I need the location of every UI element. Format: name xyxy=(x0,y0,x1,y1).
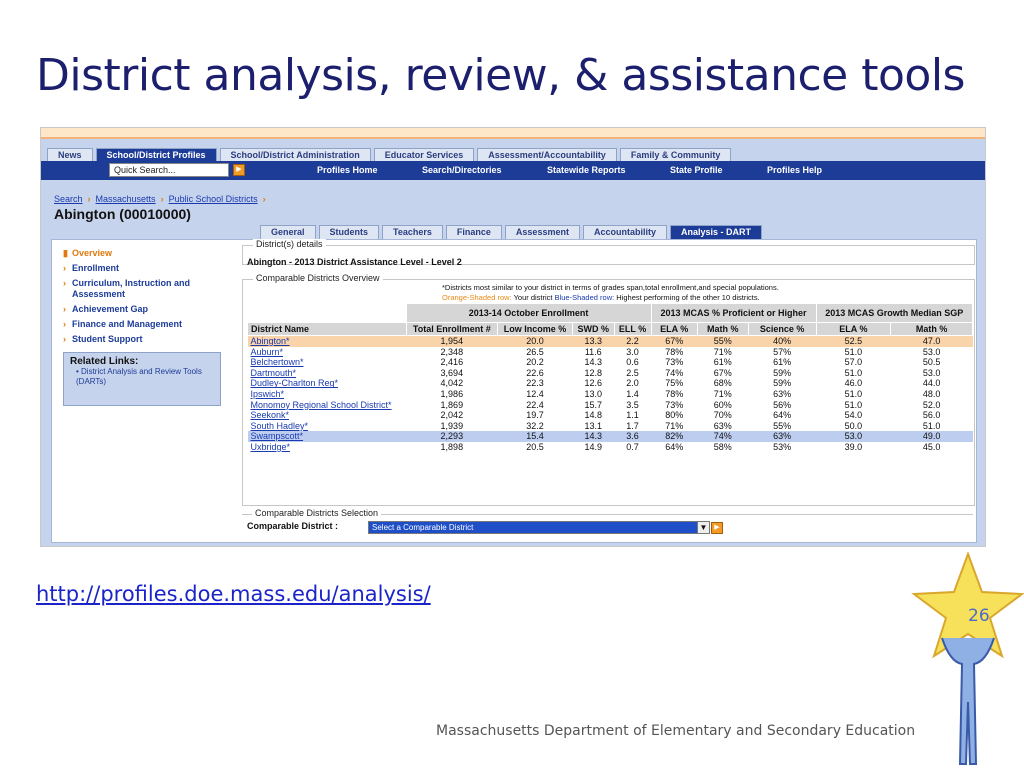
table-cell: 67% xyxy=(651,336,697,347)
table-cell: 51.0 xyxy=(844,346,863,357)
table-cell: 53.0 xyxy=(922,367,941,378)
table-cell: 22.4 xyxy=(526,399,544,410)
comparable-note: *Districts most similar to your district in terms of grades span,total enrollment,and special populations. xyxy=(442,283,779,292)
table-cell: 55% xyxy=(773,420,792,431)
table-row xyxy=(248,410,973,421)
table-cell: 51.0 xyxy=(844,388,863,399)
table-cell: 15.4 xyxy=(498,431,573,442)
table-cell: 70% xyxy=(713,410,732,421)
table-cell: 64% xyxy=(665,441,684,452)
table-cell: 2,416 xyxy=(440,357,464,368)
table-cell: 4,042 xyxy=(440,378,464,389)
tab-school-district-administration[interactable]: School/District Administration xyxy=(220,148,371,162)
table-cell: 3,694 xyxy=(440,367,464,378)
table-cell: 15.7 xyxy=(584,399,603,410)
table-cell: 0.6 xyxy=(626,357,639,368)
blue-row-text: Highest performing of the other 10 districts. xyxy=(616,293,760,302)
tab-educator-services[interactable]: Educator Services xyxy=(374,148,475,162)
table-cell: 49.0 xyxy=(891,431,973,442)
table-cell: 82% xyxy=(651,431,697,442)
column-header-low-income: Low Income % xyxy=(498,323,573,336)
orange-row-label: Orange-Shaded row: xyxy=(442,293,512,302)
table-cell: 32.2 xyxy=(526,420,544,431)
table-cell: 50.5 xyxy=(922,357,941,368)
related-link-label: District Analysis and Review Tools (DARTs) xyxy=(76,367,202,386)
profiles-screenshot xyxy=(40,127,986,547)
table-cell: 52.5 xyxy=(816,336,891,347)
table-cell: 1,954 xyxy=(406,336,497,347)
left-nav-label: Achievement Gap xyxy=(72,304,149,314)
subtab-accountability[interactable]: Accountability xyxy=(583,225,667,239)
district-link[interactable]: Belchertown* xyxy=(250,357,304,368)
district-name-cell xyxy=(248,378,407,389)
table-cell: 45.0 xyxy=(922,441,941,452)
column-header-ela: ELA % xyxy=(651,323,697,336)
subtab-students[interactable]: Students xyxy=(319,225,380,239)
table-cell: 63% xyxy=(773,388,792,399)
current-marker-icon: ▮ xyxy=(63,248,68,258)
left-nav-item-curriculum-instruction-and-assessment[interactable] xyxy=(63,278,233,300)
left-nav-item-finance-and-management[interactable] xyxy=(63,319,233,330)
orange-row-text: Your district xyxy=(513,293,553,302)
table-cell: 57% xyxy=(773,346,792,357)
district-name-cell xyxy=(248,389,407,400)
table-cell: 73% xyxy=(665,399,684,410)
table-cell: 1,869 xyxy=(440,399,464,410)
selection-go-button[interactable]: ▶ xyxy=(711,522,723,534)
table-cell: 71% xyxy=(713,346,732,357)
subtab-general[interactable]: General xyxy=(260,225,316,239)
table-cell: 44.0 xyxy=(922,378,941,389)
table-cell: 60% xyxy=(713,399,732,410)
subtab-analysis-dart[interactable]: Analysis - DART xyxy=(670,225,762,239)
column-header-total-enrollment: Total Enrollment # xyxy=(406,323,497,336)
table-cell: 64% xyxy=(773,410,792,421)
district-name-cell xyxy=(248,410,407,421)
table-cell: 56.0 xyxy=(922,410,941,421)
table-cell: 67% xyxy=(713,367,732,378)
subtab-assessment[interactable]: Assessment xyxy=(505,225,580,239)
chevron-right-icon: › xyxy=(87,194,91,204)
table-cell: 2,042 xyxy=(440,410,464,421)
subtab-finance[interactable]: Finance xyxy=(446,225,502,239)
tab-assessment-accountability[interactable]: Assessment/Accountability xyxy=(477,148,617,162)
table-row xyxy=(248,442,973,453)
table-cell: 20.2 xyxy=(526,357,544,368)
table-cell: 1.7 xyxy=(626,420,639,431)
district-assistance-level: Abington - 2013 District Assistance Level - Level 2 xyxy=(247,257,462,267)
table-cell: 1,898 xyxy=(440,441,464,452)
table-cell: 54.0 xyxy=(844,410,863,421)
district-link[interactable]: Abington* xyxy=(250,336,290,346)
analysis-url-link[interactable]: http://profiles.doe.mass.edu/analysis/ xyxy=(36,582,431,606)
table-cell: 78% xyxy=(665,346,684,357)
star-figure-logo xyxy=(908,552,1024,768)
table-row xyxy=(248,357,973,368)
district-link[interactable]: South Hadley* xyxy=(250,420,309,431)
table-cell: 55% xyxy=(697,336,748,347)
district-link[interactable]: Swampscott* xyxy=(250,431,304,442)
table-cell: 14.9 xyxy=(584,441,603,452)
column-header-ela: ELA % xyxy=(816,323,891,336)
comparable-selection-legend: Comparable Districts Selection xyxy=(252,508,381,518)
column-header-math: Math % xyxy=(697,323,748,336)
tab-news[interactable]: News xyxy=(47,148,93,162)
table-cell: 80% xyxy=(665,410,684,421)
column-header-swd: SWD % xyxy=(573,323,615,336)
column-header-row xyxy=(248,323,973,336)
table-cell: 58% xyxy=(713,441,732,452)
column-header-math: Math % xyxy=(891,323,973,336)
quick-search-go-button[interactable]: ▶ xyxy=(233,164,245,176)
left-nav-label: Overview xyxy=(72,248,113,258)
nav-link-statewide-reports[interactable]: Statewide Reports xyxy=(547,165,626,175)
table-cell: 2,293 xyxy=(406,431,497,442)
table-cell: 40% xyxy=(748,336,816,347)
sub-tabs xyxy=(260,225,765,239)
column-header-district-name: District Name xyxy=(248,323,407,336)
comparable-districts-table xyxy=(247,303,973,453)
table-cell: 46.0 xyxy=(844,378,863,389)
table-cell: 71% xyxy=(665,420,684,431)
table-cell: 51.0 xyxy=(922,420,941,431)
chevron-right-icon: › xyxy=(63,319,66,329)
blue-row-label: Blue-Shaded row: xyxy=(554,293,615,302)
quick-search-input[interactable]: Quick Search... xyxy=(109,163,229,177)
table-cell: 53% xyxy=(773,441,792,452)
left-nav-label: Student Support xyxy=(72,334,143,344)
mcas-growth-group-header: 2013 MCAS Growth Median SGP xyxy=(816,304,972,323)
left-nav-label: Finance and Management xyxy=(72,319,183,329)
page-number: 26 xyxy=(968,606,990,626)
table-cell: 14.3 xyxy=(584,357,603,368)
related-links-box xyxy=(63,352,221,406)
table-row xyxy=(248,400,973,411)
page-top-strip xyxy=(41,128,985,139)
district-name-cell xyxy=(248,368,407,379)
table-cell: 73% xyxy=(665,357,684,368)
district-details-legend: District(s) details xyxy=(253,239,326,249)
table-body xyxy=(248,336,973,453)
table-cell: 14.8 xyxy=(584,410,603,421)
district-name-cell xyxy=(248,431,407,442)
nav-bar xyxy=(41,161,985,180)
table-cell: 53.0 xyxy=(922,346,941,357)
related-links-heading: Related Links: xyxy=(70,356,139,367)
table-cell: 3.5 xyxy=(626,399,639,410)
nav-link-search-directories[interactable]: Search/Directories xyxy=(422,165,502,175)
chevron-right-icon: › xyxy=(63,334,66,344)
breadcrumb-public-school-districts[interactable]: Public School Districts xyxy=(168,194,258,204)
table-row xyxy=(248,389,973,400)
district-name-cell xyxy=(248,400,407,411)
district-link[interactable]: Auburn* xyxy=(250,346,284,357)
district-name-cell xyxy=(248,336,407,347)
nav-link-profiles-home[interactable]: Profiles Home xyxy=(317,165,378,175)
district-name-cell xyxy=(248,421,407,432)
table-cell: 71% xyxy=(713,388,732,399)
table-cell: 59% xyxy=(773,378,792,389)
slide-title: District analysis, review, & assistance tools xyxy=(36,50,965,101)
table-cell: 20.0 xyxy=(498,336,573,347)
column-header-science: Science % xyxy=(748,323,816,336)
chevron-right-icon: › xyxy=(63,263,66,273)
table-cell: 22.6 xyxy=(526,367,544,378)
table-cell: 74% xyxy=(697,431,748,442)
enrollment-group-header: 2013-14 October Enrollment xyxy=(406,304,651,323)
chevron-down-icon[interactable]: ▼ xyxy=(697,521,710,534)
breadcrumb-search[interactable]: Search xyxy=(54,194,83,204)
table-cell: 2.5 xyxy=(626,367,639,378)
mcas-proficient-group-header: 2013 MCAS % Proficient or Higher xyxy=(651,304,816,323)
table-cell: 12.6 xyxy=(584,378,603,389)
table-cell: 61% xyxy=(773,357,792,368)
left-nav xyxy=(63,248,233,349)
table-cell: 11.6 xyxy=(584,346,602,357)
left-nav-item-achievement-gap[interactable] xyxy=(63,304,233,315)
table-cell: 3.0 xyxy=(626,346,639,357)
table-cell: 51.0 xyxy=(844,399,863,410)
table-cell: 22.3 xyxy=(526,378,544,389)
table-cell: 47.0 xyxy=(891,336,973,347)
district-name-cell xyxy=(248,442,407,453)
table-cell: 50.0 xyxy=(844,420,863,431)
table-cell: 78% xyxy=(665,388,684,399)
table-cell: 74% xyxy=(665,367,684,378)
district-link[interactable]: Monomoy Regional School District* xyxy=(250,399,392,410)
table-cell: 20.5 xyxy=(526,441,544,452)
table-cell: 57.0 xyxy=(844,357,863,368)
district-link[interactable]: Uxbridge* xyxy=(250,441,291,452)
table-cell: 3.6 xyxy=(614,431,651,442)
table-row xyxy=(248,378,973,389)
chevron-right-icon: › xyxy=(160,194,164,204)
district-link[interactable]: Dudley-Charlton Reg* xyxy=(250,378,339,389)
table-cell: 2,348 xyxy=(440,346,464,357)
blank-header xyxy=(248,304,407,323)
table-cell: 63% xyxy=(748,431,816,442)
breadcrumb-massachusetts[interactable]: Massachusetts xyxy=(95,194,156,204)
left-nav-item-student-support[interactable] xyxy=(63,334,233,345)
chevron-right-icon: › xyxy=(63,304,66,314)
district-link[interactable]: Ipswich* xyxy=(250,388,285,399)
table-cell: 2.0 xyxy=(626,378,639,389)
table-cell: 12.4 xyxy=(526,388,544,399)
left-nav-label: Curriculum, Instruction and Assessment xyxy=(72,278,191,299)
table-cell: 53.0 xyxy=(816,431,891,442)
left-nav-item-enrollment[interactable] xyxy=(63,263,233,274)
table-cell: 13.3 xyxy=(573,336,615,347)
table-cell: 51.0 xyxy=(844,367,863,378)
table-cell: 1.4 xyxy=(626,388,639,399)
group-header-row xyxy=(248,304,973,323)
table-cell: 48.0 xyxy=(922,388,941,399)
table-row xyxy=(248,431,973,442)
table-cell: 12.8 xyxy=(584,367,603,378)
left-nav-label: Enrollment xyxy=(72,263,120,273)
main-content xyxy=(51,239,977,543)
table-cell: 1,939 xyxy=(440,420,464,431)
district-name-cell xyxy=(248,347,407,358)
comparable-district-label: Comparable District : xyxy=(247,521,339,531)
subtab-teachers[interactable]: Teachers xyxy=(382,225,443,239)
table-cell: 63% xyxy=(713,420,732,431)
table-cell: 19.7 xyxy=(526,410,544,421)
table-row xyxy=(248,368,973,379)
table-cell: 2.2 xyxy=(614,336,651,347)
district-link[interactable]: Seekonk* xyxy=(250,410,290,421)
table-cell: 13.1 xyxy=(584,420,603,431)
table-row xyxy=(248,347,973,358)
district-name-cell xyxy=(248,357,407,368)
table-cell: 1.1 xyxy=(626,410,639,421)
chevron-right-icon: › xyxy=(262,194,266,204)
comparable-overview-legend: Comparable Districts Overview xyxy=(253,273,383,283)
nav-link-profiles-help[interactable]: Profiles Help xyxy=(767,165,823,175)
left-nav-item-overview[interactable] xyxy=(63,248,233,259)
table-cell: 0.7 xyxy=(626,441,639,452)
district-link[interactable]: Dartmouth* xyxy=(250,367,297,378)
table-cell: 59% xyxy=(773,367,792,378)
table-cell: 13.0 xyxy=(584,388,603,399)
related-link-darts[interactable]: • District Analysis and Review Tools (DARTs) xyxy=(76,367,202,386)
top-tab-bar xyxy=(41,139,985,161)
shading-note xyxy=(442,293,760,302)
table-cell: 56% xyxy=(773,399,792,410)
district-name: Abington (00010000) xyxy=(54,206,191,222)
table-cell: 26.5 xyxy=(526,346,544,357)
table-row xyxy=(248,421,973,432)
tab-school-district-profiles[interactable]: School/District Profiles xyxy=(96,148,217,163)
table-cell: 39.0 xyxy=(844,441,863,452)
column-header-ell: ELL % xyxy=(614,323,651,336)
tab-family-community[interactable]: Family & Community xyxy=(620,148,732,162)
table-cell: 14.3 xyxy=(573,431,615,442)
table-cell: 68% xyxy=(713,378,732,389)
table-cell: 1,986 xyxy=(440,388,464,399)
chevron-right-icon: › xyxy=(63,278,66,288)
comparable-district-select[interactable]: Select a Comparable District xyxy=(368,521,699,534)
table-cell: 75% xyxy=(665,378,684,389)
table-row xyxy=(248,336,973,347)
breadcrumb xyxy=(54,194,271,204)
footer-text: Massachusetts Department of Elementary and Secondary Education xyxy=(436,723,916,739)
table-cell: 61% xyxy=(713,357,732,368)
table-cell: 52.0 xyxy=(922,399,941,410)
nav-link-state-profile[interactable]: State Profile xyxy=(670,165,723,175)
